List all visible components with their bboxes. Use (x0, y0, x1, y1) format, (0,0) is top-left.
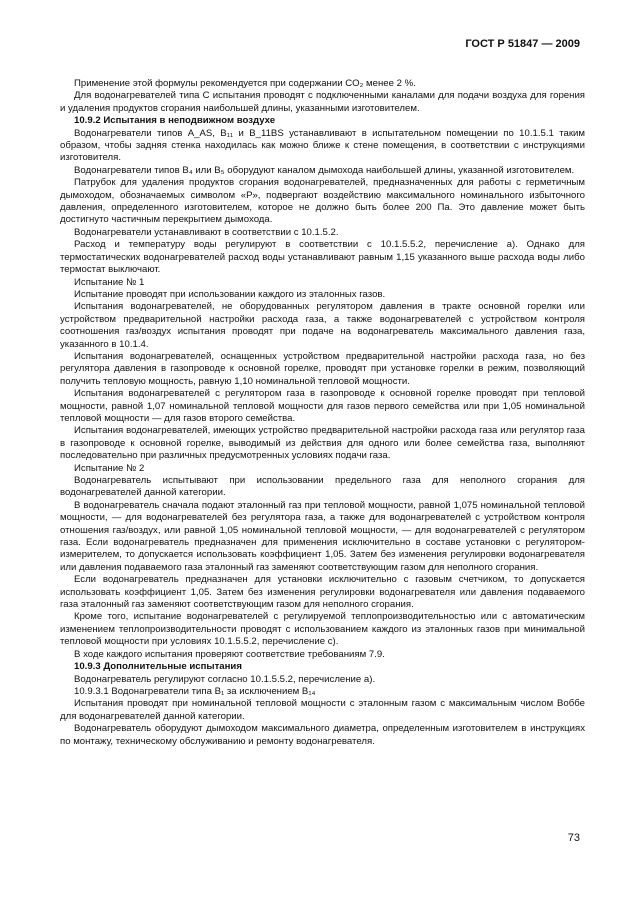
paragraph: В ходе каждого испытания проверяют соответствие требованиям 7.9. (74, 648, 385, 660)
document-header: ГОСТ Р 51847 — 2009 (465, 38, 580, 50)
paragraph: Испытания водонагревателей, оснащенных устройством предварительной настройки расхода газа, но без регулятора давления в газопроводе к основной горелке, проводят при установке горелки в режим, позволяющий получить тепловую мощность, равную 1,10 номинальной тепловой мощности. (60, 350, 585, 387)
paragraph: Для водонагревателей типа С испытания проводят с подключенными каналами для подачи воздуха для горения и удаления продуктов сгорания наибольшей длины, указанными изготовителем. (60, 90, 585, 114)
paragraph: Испытания проводят при номинальной тепловой мощности с эталонным газом с максимальным числом Воббе для водонагревателей данной категории. (60, 698, 585, 722)
paragraph: Кроме того, испытание водонагревателей с регулируемой теплопроизводительностью или с автоматическим изменением теплопроизводительности проводят с использованием каждого из эталонных газов при минимальной тепловой мощности при условиях 10.1.5.5.2, перечисление с). (60, 611, 585, 648)
paragraph: Испытания водонагревателей, не оборудованных регулятором давления в тракте основной горелки или устройством предварительной настройки расхода газа, а также водонагревателей с устройством контроля соотношения газ/воздух испытания проводят при подаче на водонагреватель максимального давления газа, указанного в 10.1.4. (60, 301, 585, 350)
paragraph: Водонагреватели устанавливают в соответствии с 10.1.5.2. (74, 226, 339, 238)
paragraph: Водонагреватель регулируют согласно 10.1.5.5.2, перечисление а). (74, 673, 376, 685)
paragraph: Испытание проводят при использовании каждого из эталонных газов. (74, 288, 386, 300)
paragraph: Если водонагреватель предназначен для установки исключительно с газовым счетчиком, то допускается использовать коэффициент 1,05. Затем без изменения регулировки водонагревателя или давления подаваемого газа эталонный газ заменяют соответствующим газом для неполного сгорания. (60, 574, 585, 611)
paragraph: Водонагреватели типов A_AS, B₁₁ и B_11BS устанавливают в испытательном помещении по 10.1.5.1 таким образом, чтобы задняя стенка находилась как можно ближе к стене помещения, в соответствии с инструкциями изготовителя. (60, 127, 585, 164)
test-label: Испытание № 2 (74, 462, 145, 474)
subsection-heading: 10.9.3.1 Водонагреватели типа B₁ за исключением B₁₄ (74, 685, 316, 697)
paragraph: Патрубок для удаления продуктов сгорания водонагревателей, предназначенных для работы с герметичным дымоходом, обозначаемых символом «P», подвергают воздействию максимального номинального избыточного давления, определенного изготовителем, которое не должно быть более 200 Па. Это давление может быть достигнуто частичным перекрытием дымохода. (60, 177, 585, 226)
paragraph: Водонагреватель испытывают при использовании предельного газа для неполного сгорания для водонагревателей данной категории. (60, 475, 585, 499)
paragraph: Испытания водонагревателей, имеющих устройство предварительной настройки расхода газа или регулятор газа в газопроводе к основной горелке, выводимый из действия для одного или более семейства газа, выполняют последовательно при различных предусмотренных условиях подачи газа. (60, 425, 585, 462)
paragraph: Водонагреватели типов B₄ или B₅ оборудуют каналом дымохода наибольшей длины, указанной изготовителем. (74, 164, 575, 176)
paragraph: В водонагреватель сначала подают эталонный газ при тепловой мощности, равной 1,075 номинальной тепловой мощности, — для водонагревателей без регулятора газа, а также для водонагревателей с устройством контроля отношения газ/воздух, или равной 1,05 номинальной тепловой мощности, — для водонагревателей с регулятором газа. Если водонагреватель предназначен для применения исключительно в составе установки с регулятором-измерителем, то допускается использовать коэффициент 1,05. Затем без изменения регулировки водонагревателя или давления подаваемого газа эталонный газ заменяют соответствующим газом для неполного сгорания. (60, 499, 585, 573)
paragraph: Водонагреватель оборудуют дымоходом максимального диаметра, определенным изготовителем в инструкциях по монтажу, техническому обслуживанию и ремонту водонагревателя. (60, 723, 585, 747)
test-label: Испытание № 1 (74, 276, 145, 288)
section-heading: 10.9.2 Испытания в неподвижном воздухе (74, 115, 276, 127)
paragraph: Расход и температуру воды регулируют в соответствии с 10.1.5.5.2, перечисление а). Однако для термостатических водонагревателей расход воды устанавливают равным 1,15 указанного выше расхода воды либо термостат выключают. (60, 239, 585, 276)
section-heading: 10.9.3 Дополнительные испытания (74, 661, 242, 673)
paragraph: Испытания водонагревателей с регулятором газа в газопроводе к основной горелке проводят при тепловой мощности, равной 1,07 номинальной тепловой мощности для газов первого семейства или при 1,05 номинальной тепловой мощности — для газов второго семейства. (60, 388, 585, 424)
paragraph: Применение этой формулы рекомендуется при содержании CO₂ менее 2 %. (74, 78, 416, 89)
page-number: 73 (567, 832, 580, 844)
document-body (60, 78, 585, 748)
